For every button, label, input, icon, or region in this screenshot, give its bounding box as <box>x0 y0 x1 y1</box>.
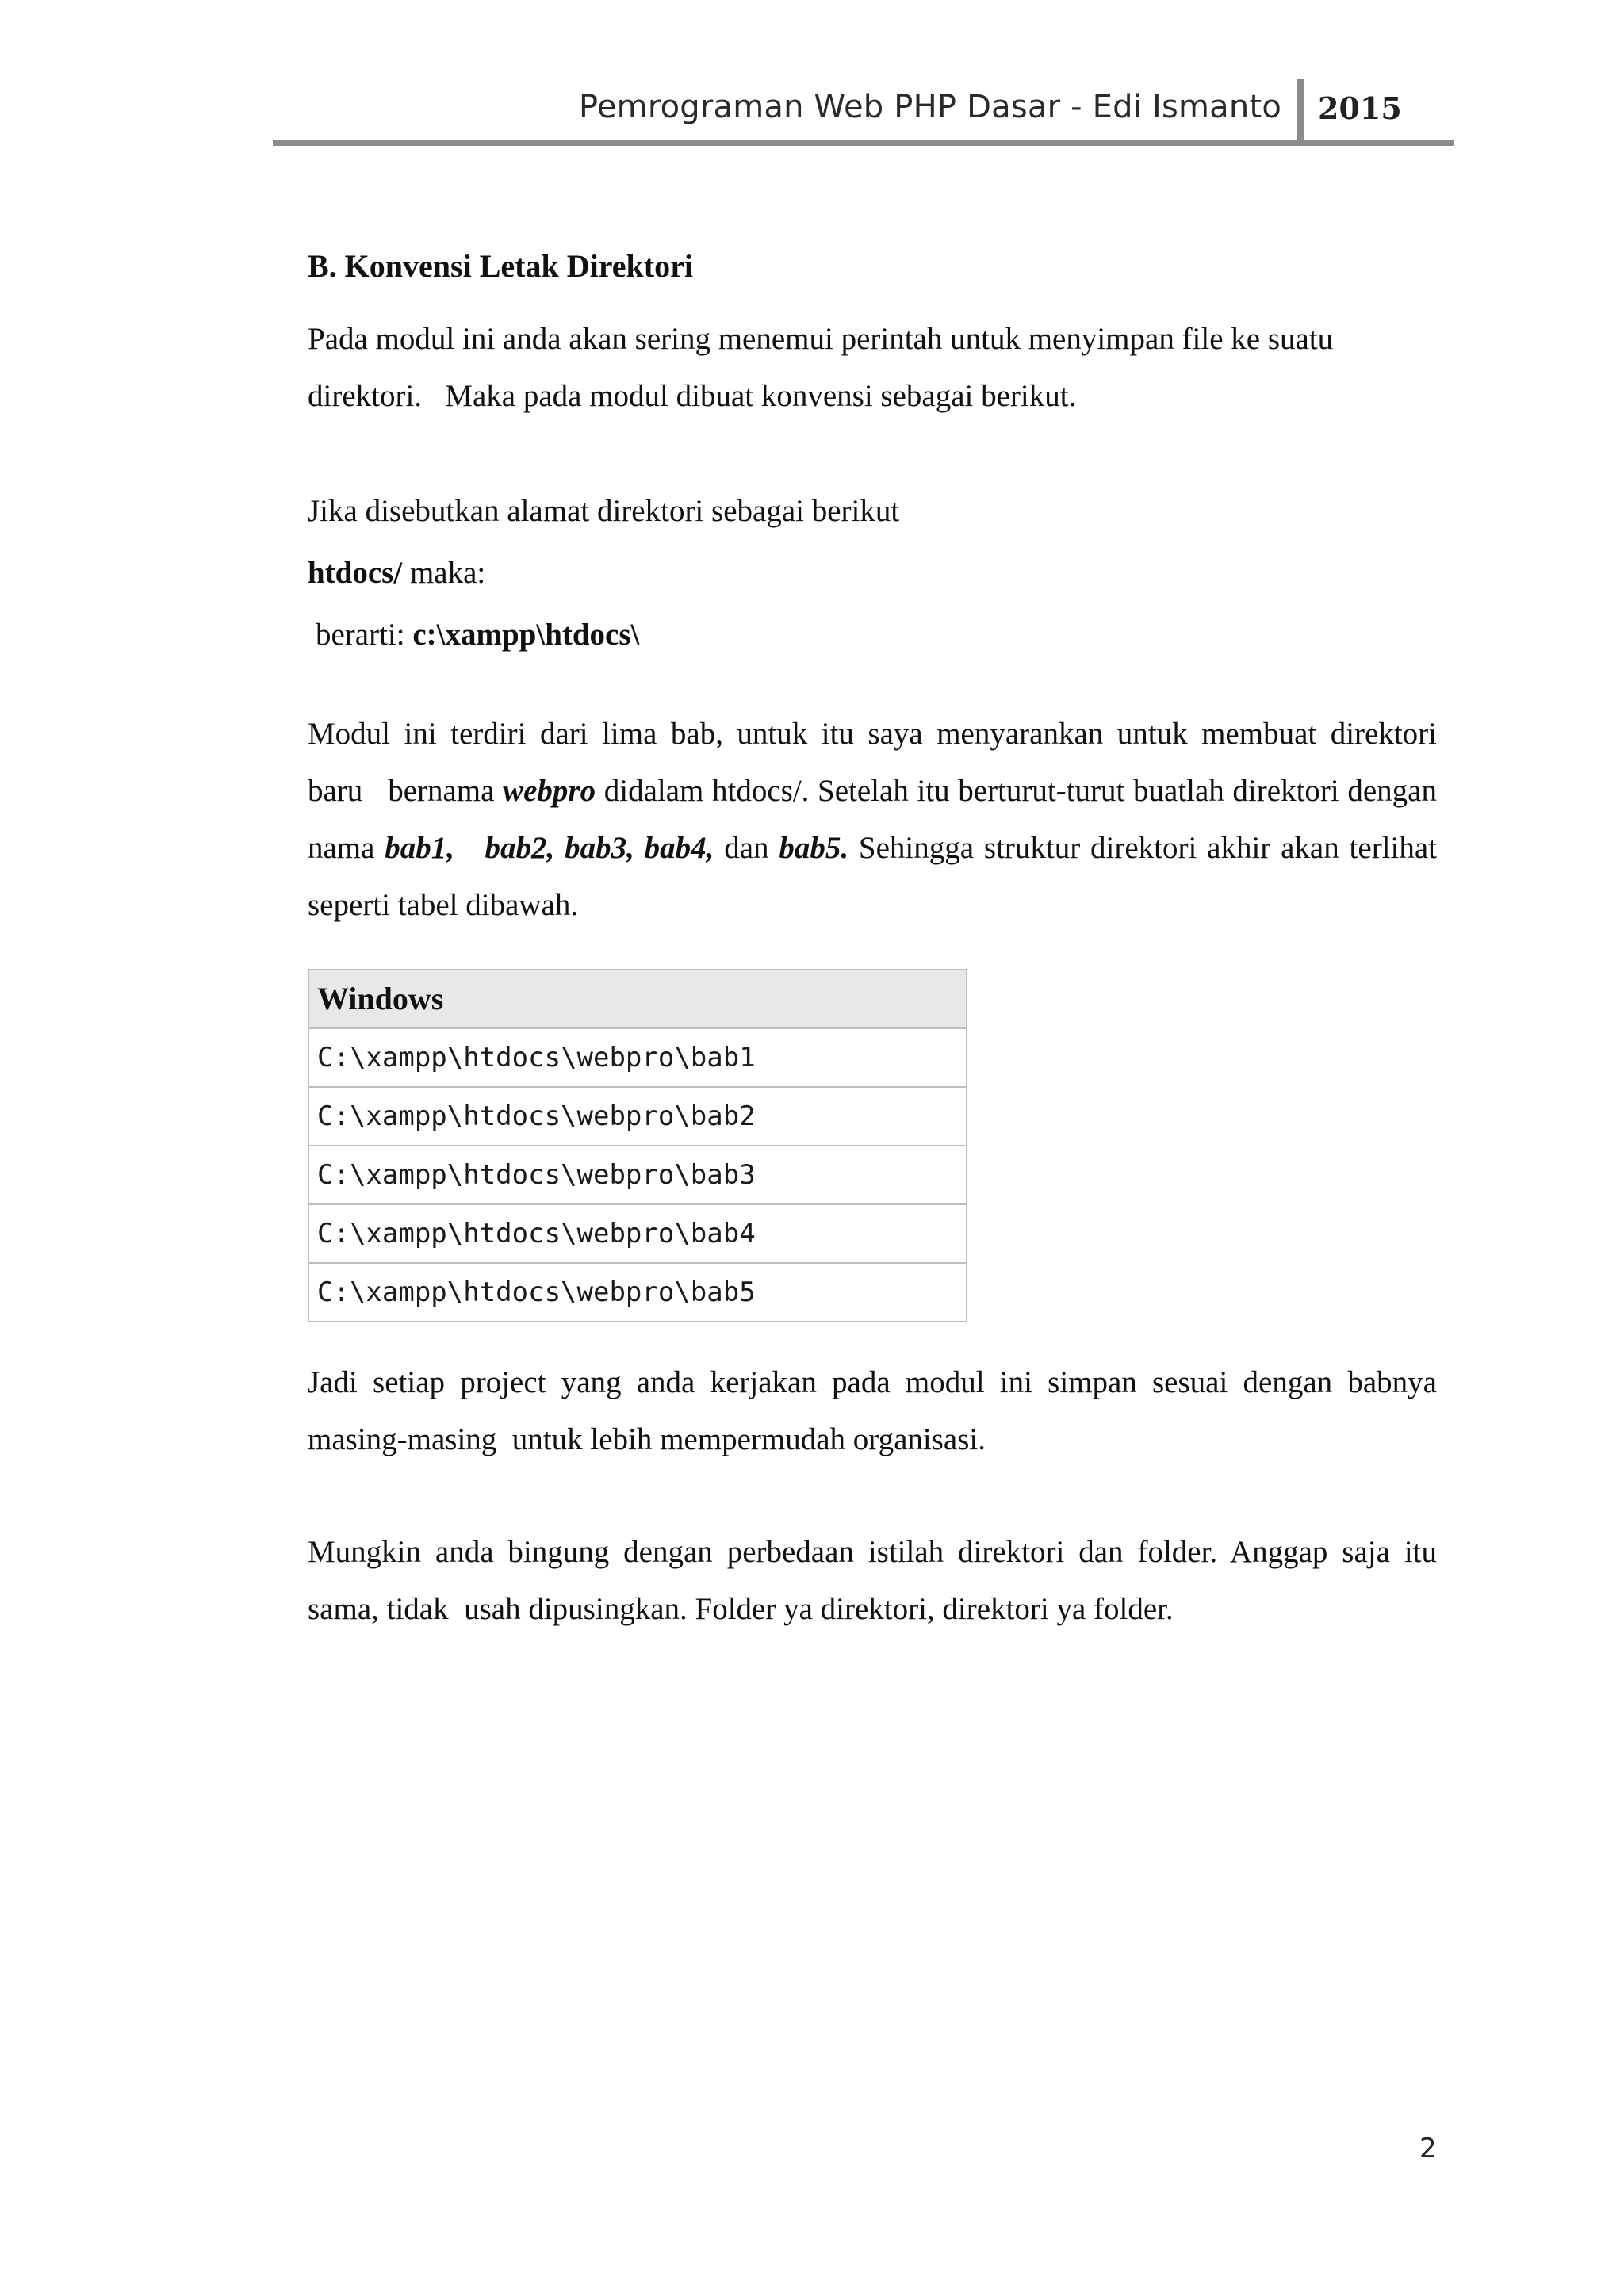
intro-line-1: Pada modul ini anda akan sering menemui perintah untuk menyimpan file ke suatu <box>308 322 1334 356</box>
intro-line-2: direktori. Maka pada modul dibuat konvensi sebagai berikut. <box>308 379 1077 413</box>
header-rule <box>273 140 1454 146</box>
berarti-label: berarti: <box>316 618 413 652</box>
section-heading: B. Konvensi Letak Direktori <box>308 248 693 284</box>
modul-babs: bab2, bab3, bab4, <box>485 831 714 865</box>
modul-bab1: bab1, <box>385 831 455 865</box>
header-year: 2015 <box>1318 90 1402 126</box>
table-row <box>308 1087 967 1146</box>
header-divider <box>1297 79 1304 144</box>
page-header <box>273 79 1454 146</box>
spacer <box>308 666 1437 706</box>
jadi-paragraph: Jadi setiap project yang anda kerjakan pada modul ini simpan sesuai dengan babnya masing-masing untuk lebih mempermudah organisasi. <box>308 1365 1437 1456</box>
directory-table <box>308 969 967 1322</box>
page-content <box>308 238 1437 1638</box>
table-cell: C:\xampp\htdocs\webpro\bab5 <box>308 1263 967 1322</box>
spacer <box>308 425 1437 480</box>
mungkin-paragraph: Mungkin anda bingung dengan perbedaan istilah direktori dan folder. Anggap saja itu sama, tidak usah dipusingkan. Folder ya direktori, direktori ya folder. <box>308 1535 1437 1626</box>
spacer <box>308 1468 1437 1524</box>
modul-text-2: didalam htdocs/. Setelah itu berturut-turut buatlah direktori dengan nama <box>308 774 1437 865</box>
intro-paragraph <box>308 311 1437 425</box>
table-row <box>308 1028 967 1087</box>
modul-text-1: Modul ini terdiri dari lima bab, untuk itu saya menyarankan untuk membuat direktori baru bernama <box>308 717 1437 808</box>
htdocs-rest: maka: <box>402 556 486 590</box>
header-title: Pemrograman Web PHP Dasar - Edi Ismanto <box>578 89 1281 125</box>
modul-paragraph <box>308 706 1437 934</box>
table-row <box>308 1146 967 1204</box>
table-cell: C:\xampp\htdocs\webpro\bab3 <box>308 1146 967 1204</box>
modul-dan: dan <box>714 831 779 865</box>
table-header-row <box>308 970 967 1028</box>
htdocs-line <box>308 542 1437 604</box>
table-cell: C:\xampp\htdocs\webpro\bab4 <box>308 1204 967 1263</box>
page-number: 2 <box>1419 2133 1437 2164</box>
table-header: Windows <box>308 970 967 1028</box>
table-row <box>308 1263 967 1322</box>
table-cell: C:\xampp\htdocs\webpro\bab1 <box>308 1028 967 1087</box>
modul-space <box>454 831 485 865</box>
berarti-line <box>308 604 1437 666</box>
modul-text-3: Sehingga struktur direktori akhir akan terlihat seperti tabel dibawah. <box>308 831 1437 922</box>
htdocs-bold: htdocs/ <box>308 556 403 590</box>
table-cell: C:\xampp\htdocs\webpro\bab2 <box>308 1087 967 1146</box>
table-row <box>308 1204 967 1263</box>
modul-bab5: bab5. <box>779 831 849 865</box>
modul-webpro: webpro <box>503 774 596 808</box>
address-intro: Jika disebutkan alamat direktori sebagai berikut <box>308 494 900 528</box>
berarti-path: c:\xampp\htdocs\ <box>412 618 640 652</box>
